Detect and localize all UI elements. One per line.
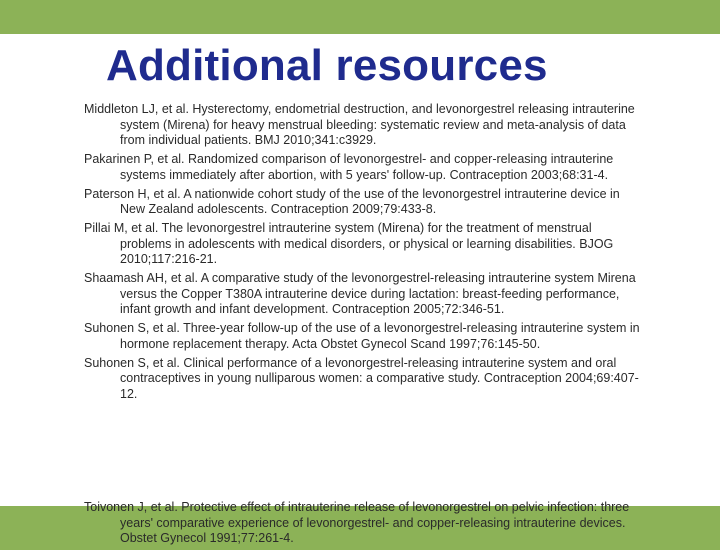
slide-title: Additional resources [106,41,548,90]
reference-item: Pakarinen P, et al. Randomized comparison of levonorgestrel- and copper-releasing intrauterine systems immediately after abortion, with 5 years' follow-up. Contraception 2003;68:31-4. [84,152,614,182]
reference-item: Shaamash AH, et al. A comparative study of the levonorgestrel-releasing intrauterine system Mirena versus the Copper T380A intrauterine device during lactation: breast-feeding performance, infant growth and infant development. Contraception 2005;72:346-51. [84,271,636,316]
slide-content [0,34,720,545]
overflow-reference-list [84,500,644,550]
reference-item: Middleton LJ, et al. Hysterectomy, endometrial destruction, and levonorgestrel releasing intrauterine system (Mirena) for heavy menstrual bleeding: systematic review and meta-analysis of data from individual patients. BMJ 2010;341:c3929. [84,102,635,147]
reference-item: Pillai M, et al. The levonorgestrel intrauterine system (Mirena) for the treatment of menstrual problems in adolescents with medical disorders, or physical or learning disabilities. BJOG 2010;117:216-21. [84,221,614,266]
reference-item: Paterson H, et al. A nationwide cohort study of the use of the levonorgestrel intrauterine device in New Zealand adolescents. Contraception 2009;79:433-8. [84,186,620,216]
reference-item: Suhonen S, et al. Three-year follow-up of the use of a levonorgestrel-releasing intrauterine system in hormone replacement therapy. Acta Obstet Gynecol Scand 1997;76:145-50. [84,321,640,351]
reference-item-overflow: Toivonen J, et al. Protective effect of intrauterine release of levonorgestrel on pelvic infection: three years' comparative experience of levonorgestrel- and copper-releasing intrauterine devices. Obstet Gynecol 1991;77:261-4. [84,500,630,545]
reference-item: Suhonen S, et al. Clinical performance of a levonorgestrel-releasing intrauterine system and oral contraceptives in young nulliparous women: a comparative study. Contraception 2004;69:407-12. [84,355,639,401]
reference-list [84,102,644,406]
